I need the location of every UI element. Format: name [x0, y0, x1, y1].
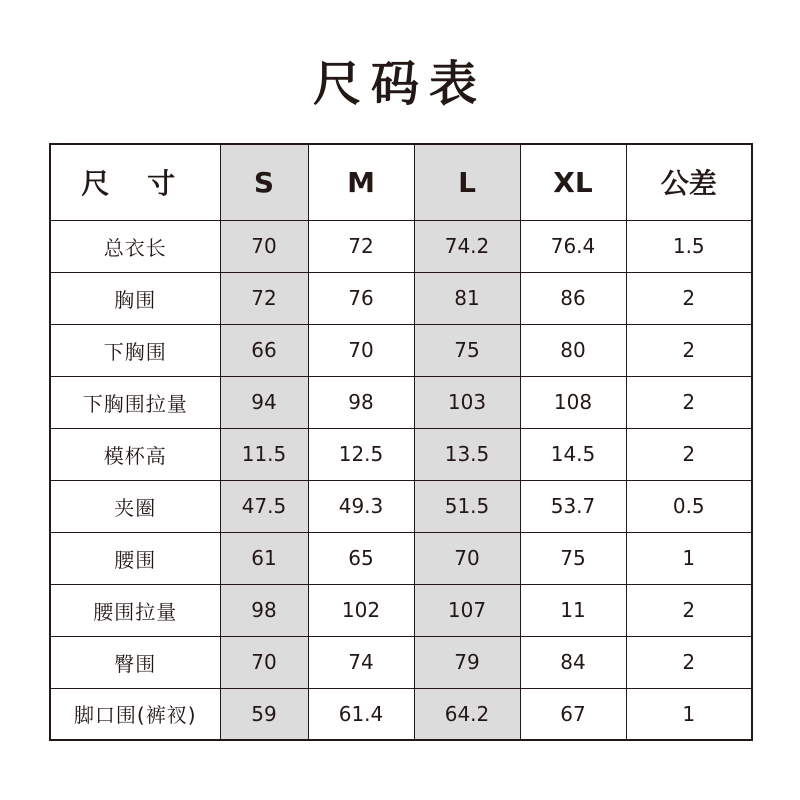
- table-cell: 64.2: [414, 688, 520, 740]
- table-cell: 94: [220, 376, 308, 428]
- table-row: [50, 376, 752, 428]
- row-label: 下胸围拉量: [50, 376, 220, 428]
- table-cell: 74: [308, 636, 414, 688]
- header-row: [50, 144, 752, 220]
- table-cell: 70: [308, 324, 414, 376]
- table-cell: 76.4: [520, 220, 626, 272]
- table-cell: 72: [220, 272, 308, 324]
- table-row: [50, 532, 752, 584]
- table-row: [50, 636, 752, 688]
- table-cell: 2: [626, 272, 752, 324]
- table-cell: 98: [308, 376, 414, 428]
- header-size-s: S: [220, 144, 308, 220]
- row-label: 腰围拉量: [50, 584, 220, 636]
- table-cell: 75: [520, 532, 626, 584]
- table-cell: 0.5: [626, 480, 752, 532]
- table-cell: 2: [626, 636, 752, 688]
- table-cell: 67: [520, 688, 626, 740]
- table-row: [50, 272, 752, 324]
- table-cell: 61: [220, 532, 308, 584]
- table-cell: 70: [220, 636, 308, 688]
- table-cell: 2: [626, 376, 752, 428]
- table-cell: 2: [626, 584, 752, 636]
- table-cell: 108: [520, 376, 626, 428]
- table-cell: 2: [626, 428, 752, 480]
- row-label: 夹圈: [50, 480, 220, 532]
- header-size-l: L: [414, 144, 520, 220]
- table-row: [50, 688, 752, 740]
- table-cell: 49.3: [308, 480, 414, 532]
- header-dimension: 尺 寸: [50, 144, 220, 220]
- row-label: 脚口围(裤衩): [50, 688, 220, 740]
- table-cell: 98: [220, 584, 308, 636]
- table-cell: 2: [626, 324, 752, 376]
- table-cell: 11.5: [220, 428, 308, 480]
- table-cell: 84: [520, 636, 626, 688]
- table-row: [50, 480, 752, 532]
- row-label: 模杯高: [50, 428, 220, 480]
- row-label: 胸围: [50, 272, 220, 324]
- table-row: [50, 584, 752, 636]
- table-cell: 75: [414, 324, 520, 376]
- row-label: 下胸围: [50, 324, 220, 376]
- table-cell: 1: [626, 688, 752, 740]
- table-cell: 79: [414, 636, 520, 688]
- table-cell: 74.2: [414, 220, 520, 272]
- size-chart-body: [50, 144, 752, 740]
- table-cell: 86: [520, 272, 626, 324]
- table-cell: 61.4: [308, 688, 414, 740]
- table-cell: 53.7: [520, 480, 626, 532]
- row-label: 总衣长: [50, 220, 220, 272]
- table-cell: 70: [414, 532, 520, 584]
- table-cell: 80: [520, 324, 626, 376]
- table-cell: 1.5: [626, 220, 752, 272]
- table-cell: 14.5: [520, 428, 626, 480]
- table-cell: 103: [414, 376, 520, 428]
- row-label: 臀围: [50, 636, 220, 688]
- header-size-xl: XL: [520, 144, 626, 220]
- header-size-m: M: [308, 144, 414, 220]
- row-label: 腰围: [50, 532, 220, 584]
- table-cell: 51.5: [414, 480, 520, 532]
- page-title: 尺码表: [312, 56, 487, 112]
- table-cell: 107: [414, 584, 520, 636]
- table-cell: 12.5: [308, 428, 414, 480]
- table-row: [50, 428, 752, 480]
- table-cell: 59: [220, 688, 308, 740]
- table-row: [50, 324, 752, 376]
- table-row: [50, 220, 752, 272]
- table-cell: 81: [414, 272, 520, 324]
- table-cell: 76: [308, 272, 414, 324]
- table-cell: 70: [220, 220, 308, 272]
- table-cell: 65: [308, 532, 414, 584]
- header-tolerance: 公差: [626, 144, 752, 220]
- table-cell: 1: [626, 532, 752, 584]
- table-cell: 66: [220, 324, 308, 376]
- table-cell: 102: [308, 584, 414, 636]
- size-chart-table: [49, 143, 753, 741]
- table-cell: 11: [520, 584, 626, 636]
- table-cell: 47.5: [220, 480, 308, 532]
- table-cell: 72: [308, 220, 414, 272]
- table-cell: 13.5: [414, 428, 520, 480]
